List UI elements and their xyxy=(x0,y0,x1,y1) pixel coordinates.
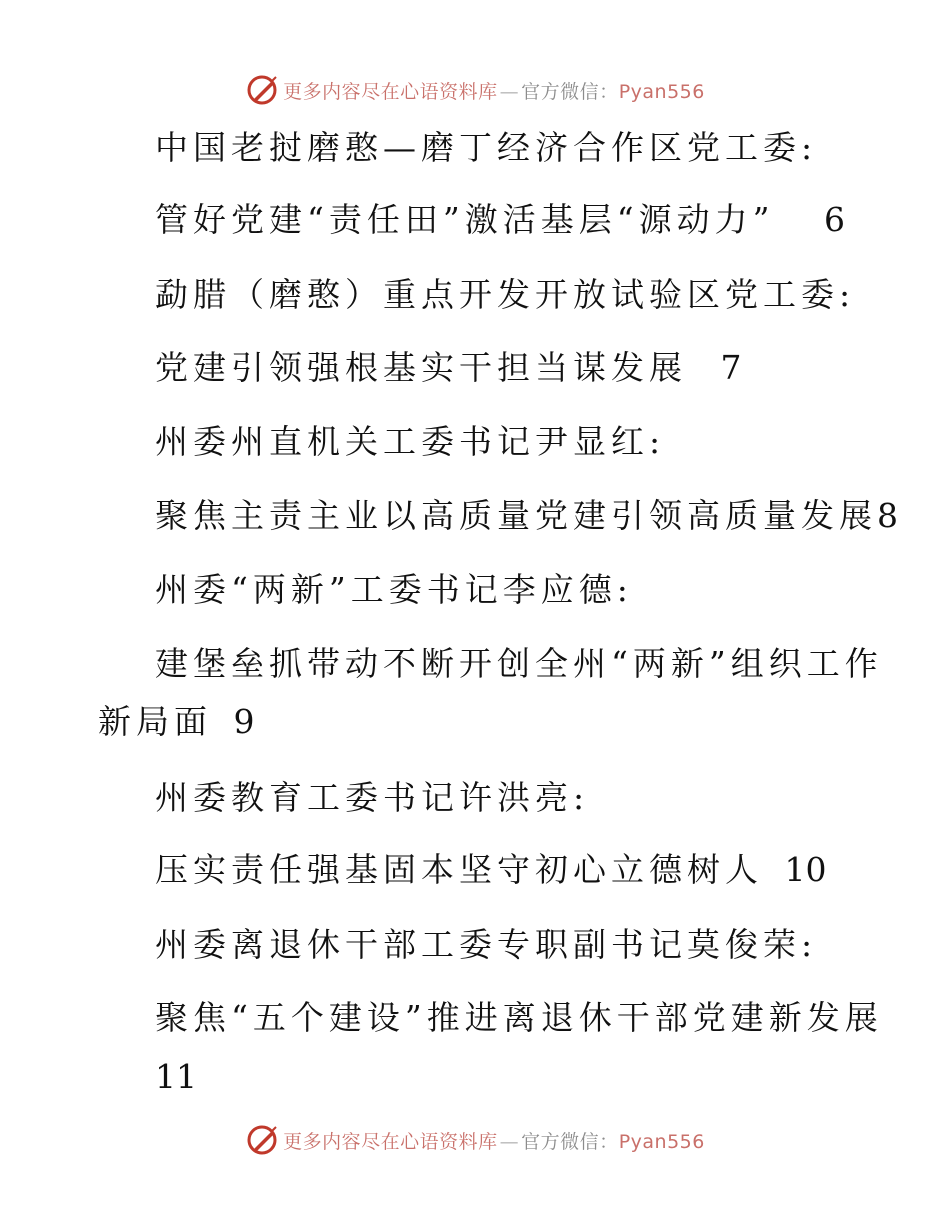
header-watermark xyxy=(0,70,950,110)
toc-entry-title: 建堡垒抓带动不断开创全州“两新”组织工作 xyxy=(155,644,883,683)
quill-logo-icon xyxy=(245,1123,279,1157)
watermark-brand: 更多内容尽在心语资料库 xyxy=(283,80,498,103)
footer-watermark xyxy=(0,1120,950,1160)
toc-heading-text: 州委“两新”工委书记李应德: xyxy=(155,570,633,609)
toc-entry-2[interactable] xyxy=(155,348,845,388)
toc-heading-5 xyxy=(155,778,845,818)
watermark-wechat-label: 官方微信： xyxy=(521,80,619,103)
toc-heading-text: 州委离退休干部工委专职副书记莫俊荣: xyxy=(155,925,818,964)
toc-page-number: 8 xyxy=(877,496,898,535)
toc-entry-title: 新局面 xyxy=(98,702,212,741)
toc-page-number: 7 xyxy=(720,348,742,387)
toc-entry-title: 聚焦“五个建设”推进离退休干部党建新发展 xyxy=(155,998,883,1037)
toc-heading-text: 州委教育工委书记许洪亮: xyxy=(155,778,590,817)
toc-entry-title: 压实责任强基固本坚守初心立德树人 xyxy=(155,850,763,889)
toc-page-number: 11 xyxy=(155,1057,197,1096)
toc-entry-title: 聚焦主责主业以高质量党建引领高质量发展 xyxy=(155,496,877,535)
toc-page-number: 9 xyxy=(233,702,255,741)
watermark-text xyxy=(283,1127,705,1154)
toc-entry-4[interactable] xyxy=(155,644,883,684)
watermark-wechat-id: Pyan556 xyxy=(618,80,705,103)
toc-entry-4-continued[interactable] xyxy=(98,702,845,742)
toc-entry-6-page[interactable] xyxy=(155,1057,845,1097)
toc-heading-text: 州委州直机关工委书记尹显红: xyxy=(155,422,666,461)
toc-heading-6 xyxy=(155,925,845,965)
toc-heading-text: 中国老挝磨憨—磨丁经济合作区党工委: xyxy=(155,128,818,167)
toc-entry-1[interactable] xyxy=(155,200,845,240)
watermark-text xyxy=(283,77,705,104)
toc-heading-2 xyxy=(155,275,856,315)
watermark-separator: — xyxy=(499,1130,520,1153)
watermark-brand: 更多内容尽在心语资料库 xyxy=(283,1130,498,1153)
toc-entry-title: 管好党建“责任田”激活基层“源动力” xyxy=(155,200,775,239)
toc-page-number: 10 xyxy=(784,850,827,889)
toc-heading-text: 勐腊（磨憨）重点开发开放试验区党工委: xyxy=(155,275,856,314)
watermark-wechat-id: Pyan556 xyxy=(618,1130,705,1153)
toc-page-number: 6 xyxy=(824,200,845,239)
toc-heading-3 xyxy=(155,422,845,462)
toc-entry-title: 党建引领强根基实干担当谋发展 xyxy=(155,348,687,387)
toc-entry-5[interactable] xyxy=(155,850,845,890)
toc-entry-6[interactable] xyxy=(155,998,883,1038)
quill-logo-icon xyxy=(245,73,279,107)
toc-heading-1 xyxy=(155,128,845,168)
watermark-wechat-label: 官方微信： xyxy=(521,1130,619,1153)
toc-entry-3[interactable] xyxy=(155,496,898,536)
watermark-separator: — xyxy=(499,80,520,103)
toc-heading-4 xyxy=(155,570,845,610)
